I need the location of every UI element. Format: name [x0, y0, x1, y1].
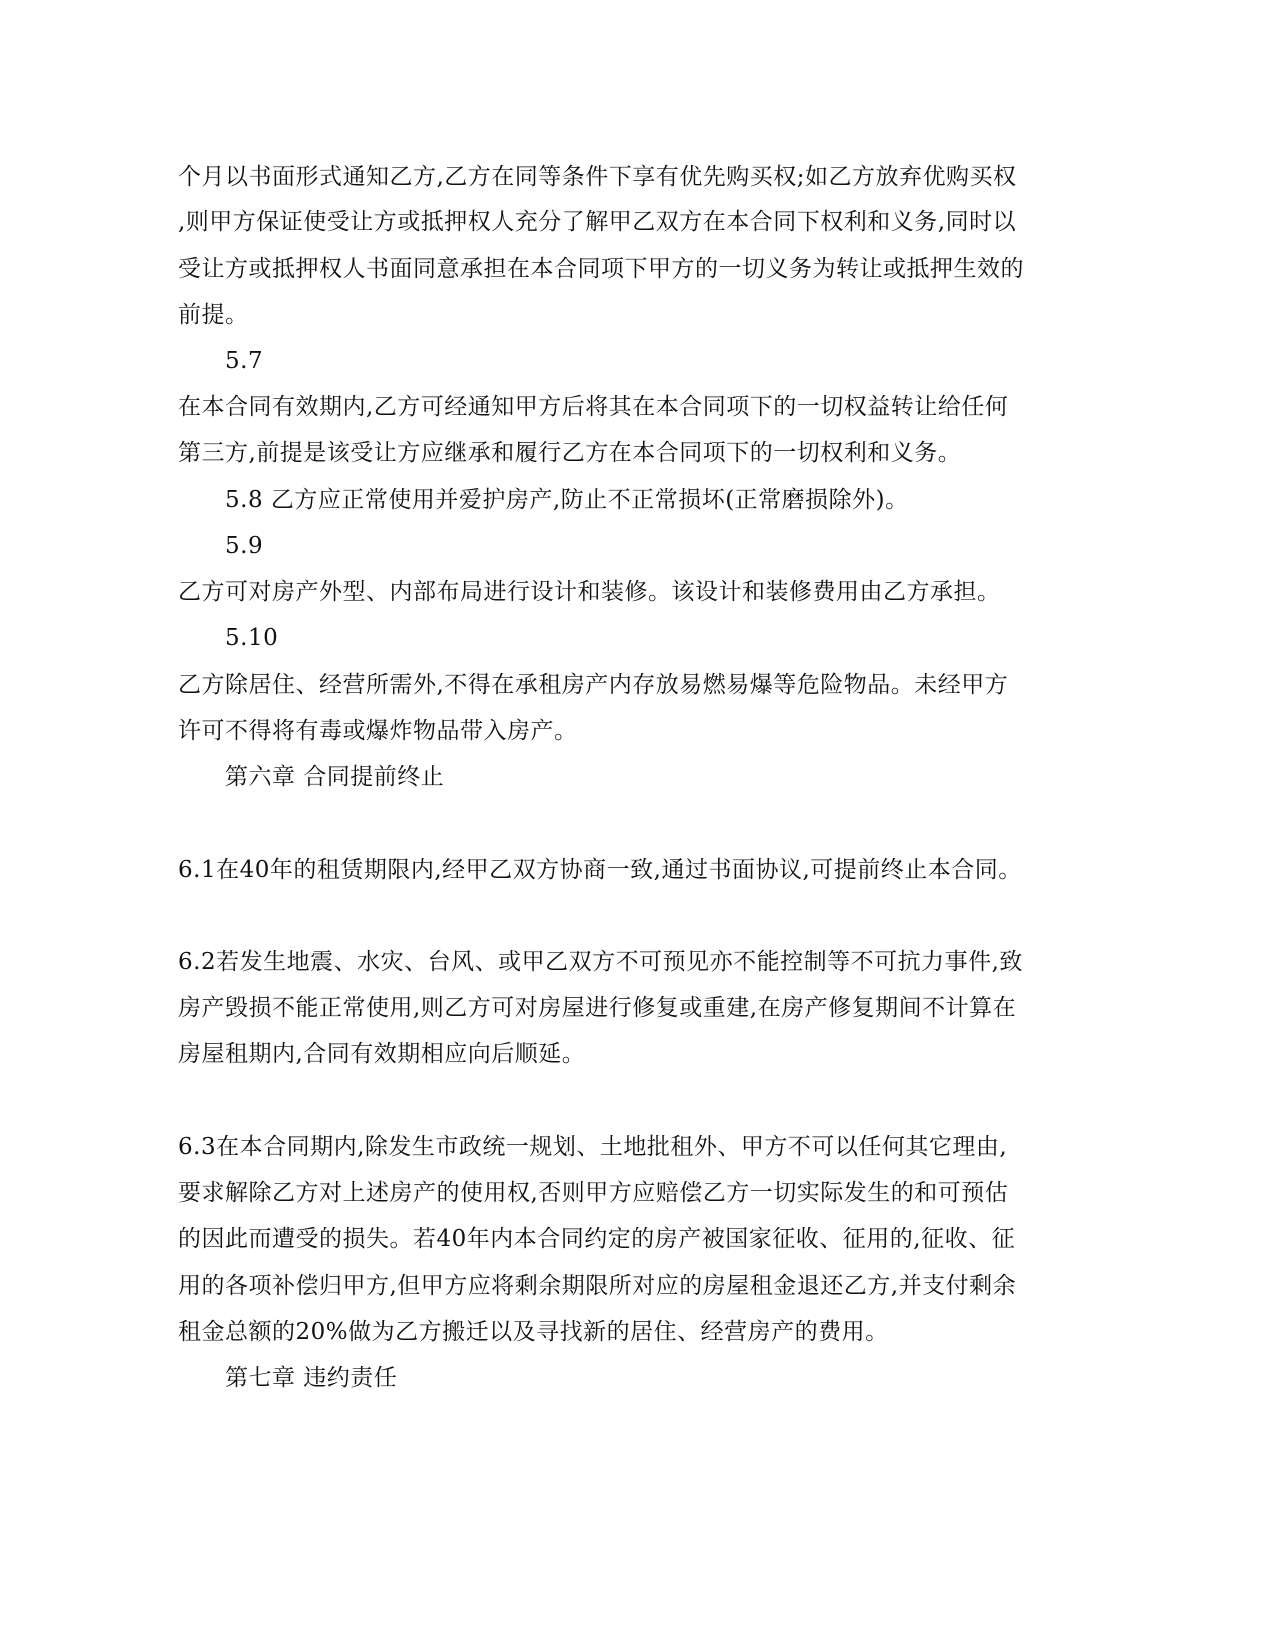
text-line: 要求解除乙方对上述房产的使用权,否则甲方应赔偿乙方一切实际发生的和可预估 [178, 1180, 1009, 1206]
clause-number: 5.10 [225, 625, 279, 651]
text-line: 在本合同有效期内,乙方可经通知甲方后将其在本合同项下的一切权益转让给任何 [178, 394, 1009, 420]
text-line: 第三方,前提是该受让方应继承和履行乙方在本合同项下的一切权利和义务。 [178, 440, 962, 466]
text-line: 许可不得将有毒或爆炸物品带入房产。 [178, 718, 578, 744]
text-line: ,则甲方保证使受让方或抵押权人充分了解甲乙双方在本合同下权利和义务,同时以 [178, 209, 1017, 235]
clause-number: 5.7 [225, 348, 264, 374]
text-line: 前提。 [178, 302, 249, 328]
text-line: 乙方可对房产外型、内部布局进行设计和装修。该设计和装修费用由乙方承担。 [178, 579, 1001, 605]
text-line: 房产毁损不能正常使用,则乙方可对房屋进行修复或重建,在房产修复期间不计算在 [178, 995, 1017, 1021]
text-line: 个月以书面形式通知乙方,乙方在同等条件下享有优先购买权;如乙方放弃优购买权 [178, 164, 1017, 190]
text-line: 房屋租期内,合同有效期相应向后顺延。 [178, 1041, 586, 1067]
text-line: 6.1在40年的租赁期限内,经甲乙双方协商一致,通过书面协议,可提前终止本合同。 [178, 857, 1022, 883]
text-line: 租金总额的20%做为乙方搬迁以及寻找新的居住、经营房产的费用。 [178, 1319, 889, 1345]
text-line: 的因此而遭受的损失。若40年内本合同约定的房产被国家征收、征用的,征收、征 [178, 1226, 1016, 1252]
text-line: 用的各项补偿归甲方,但甲方应将剩余期限所对应的房屋租金退还乙方,并支付剩余 [178, 1273, 1017, 1299]
text-line: 6.2若发生地震、水灾、台风、或甲乙双方不可预见亦不能控制等不可抗力事件,致 [178, 949, 1023, 975]
clause-line: 5.8 乙方应正常使用并爱护房产,防止不正常损坏(正常磨损除外)。 [225, 487, 909, 513]
clause-number: 5.9 [225, 533, 264, 559]
chapter-heading: 第七章 违约责任 [225, 1365, 398, 1391]
text-line: 受让方或抵押权人书面同意承担在本合同项下甲方的一切义务为转让或抵押生效的 [178, 256, 1024, 282]
text-line: 乙方除居住、经营所需外,不得在承租房产内存放易燃易爆等危险物品。未经甲方 [178, 672, 1009, 698]
text-line: 6.3在本合同期内,除发生市政统一规划、土地批租外、甲方不可以任何其它理由, [178, 1134, 1008, 1160]
chapter-heading: 第六章 合同提前终止 [225, 764, 445, 790]
